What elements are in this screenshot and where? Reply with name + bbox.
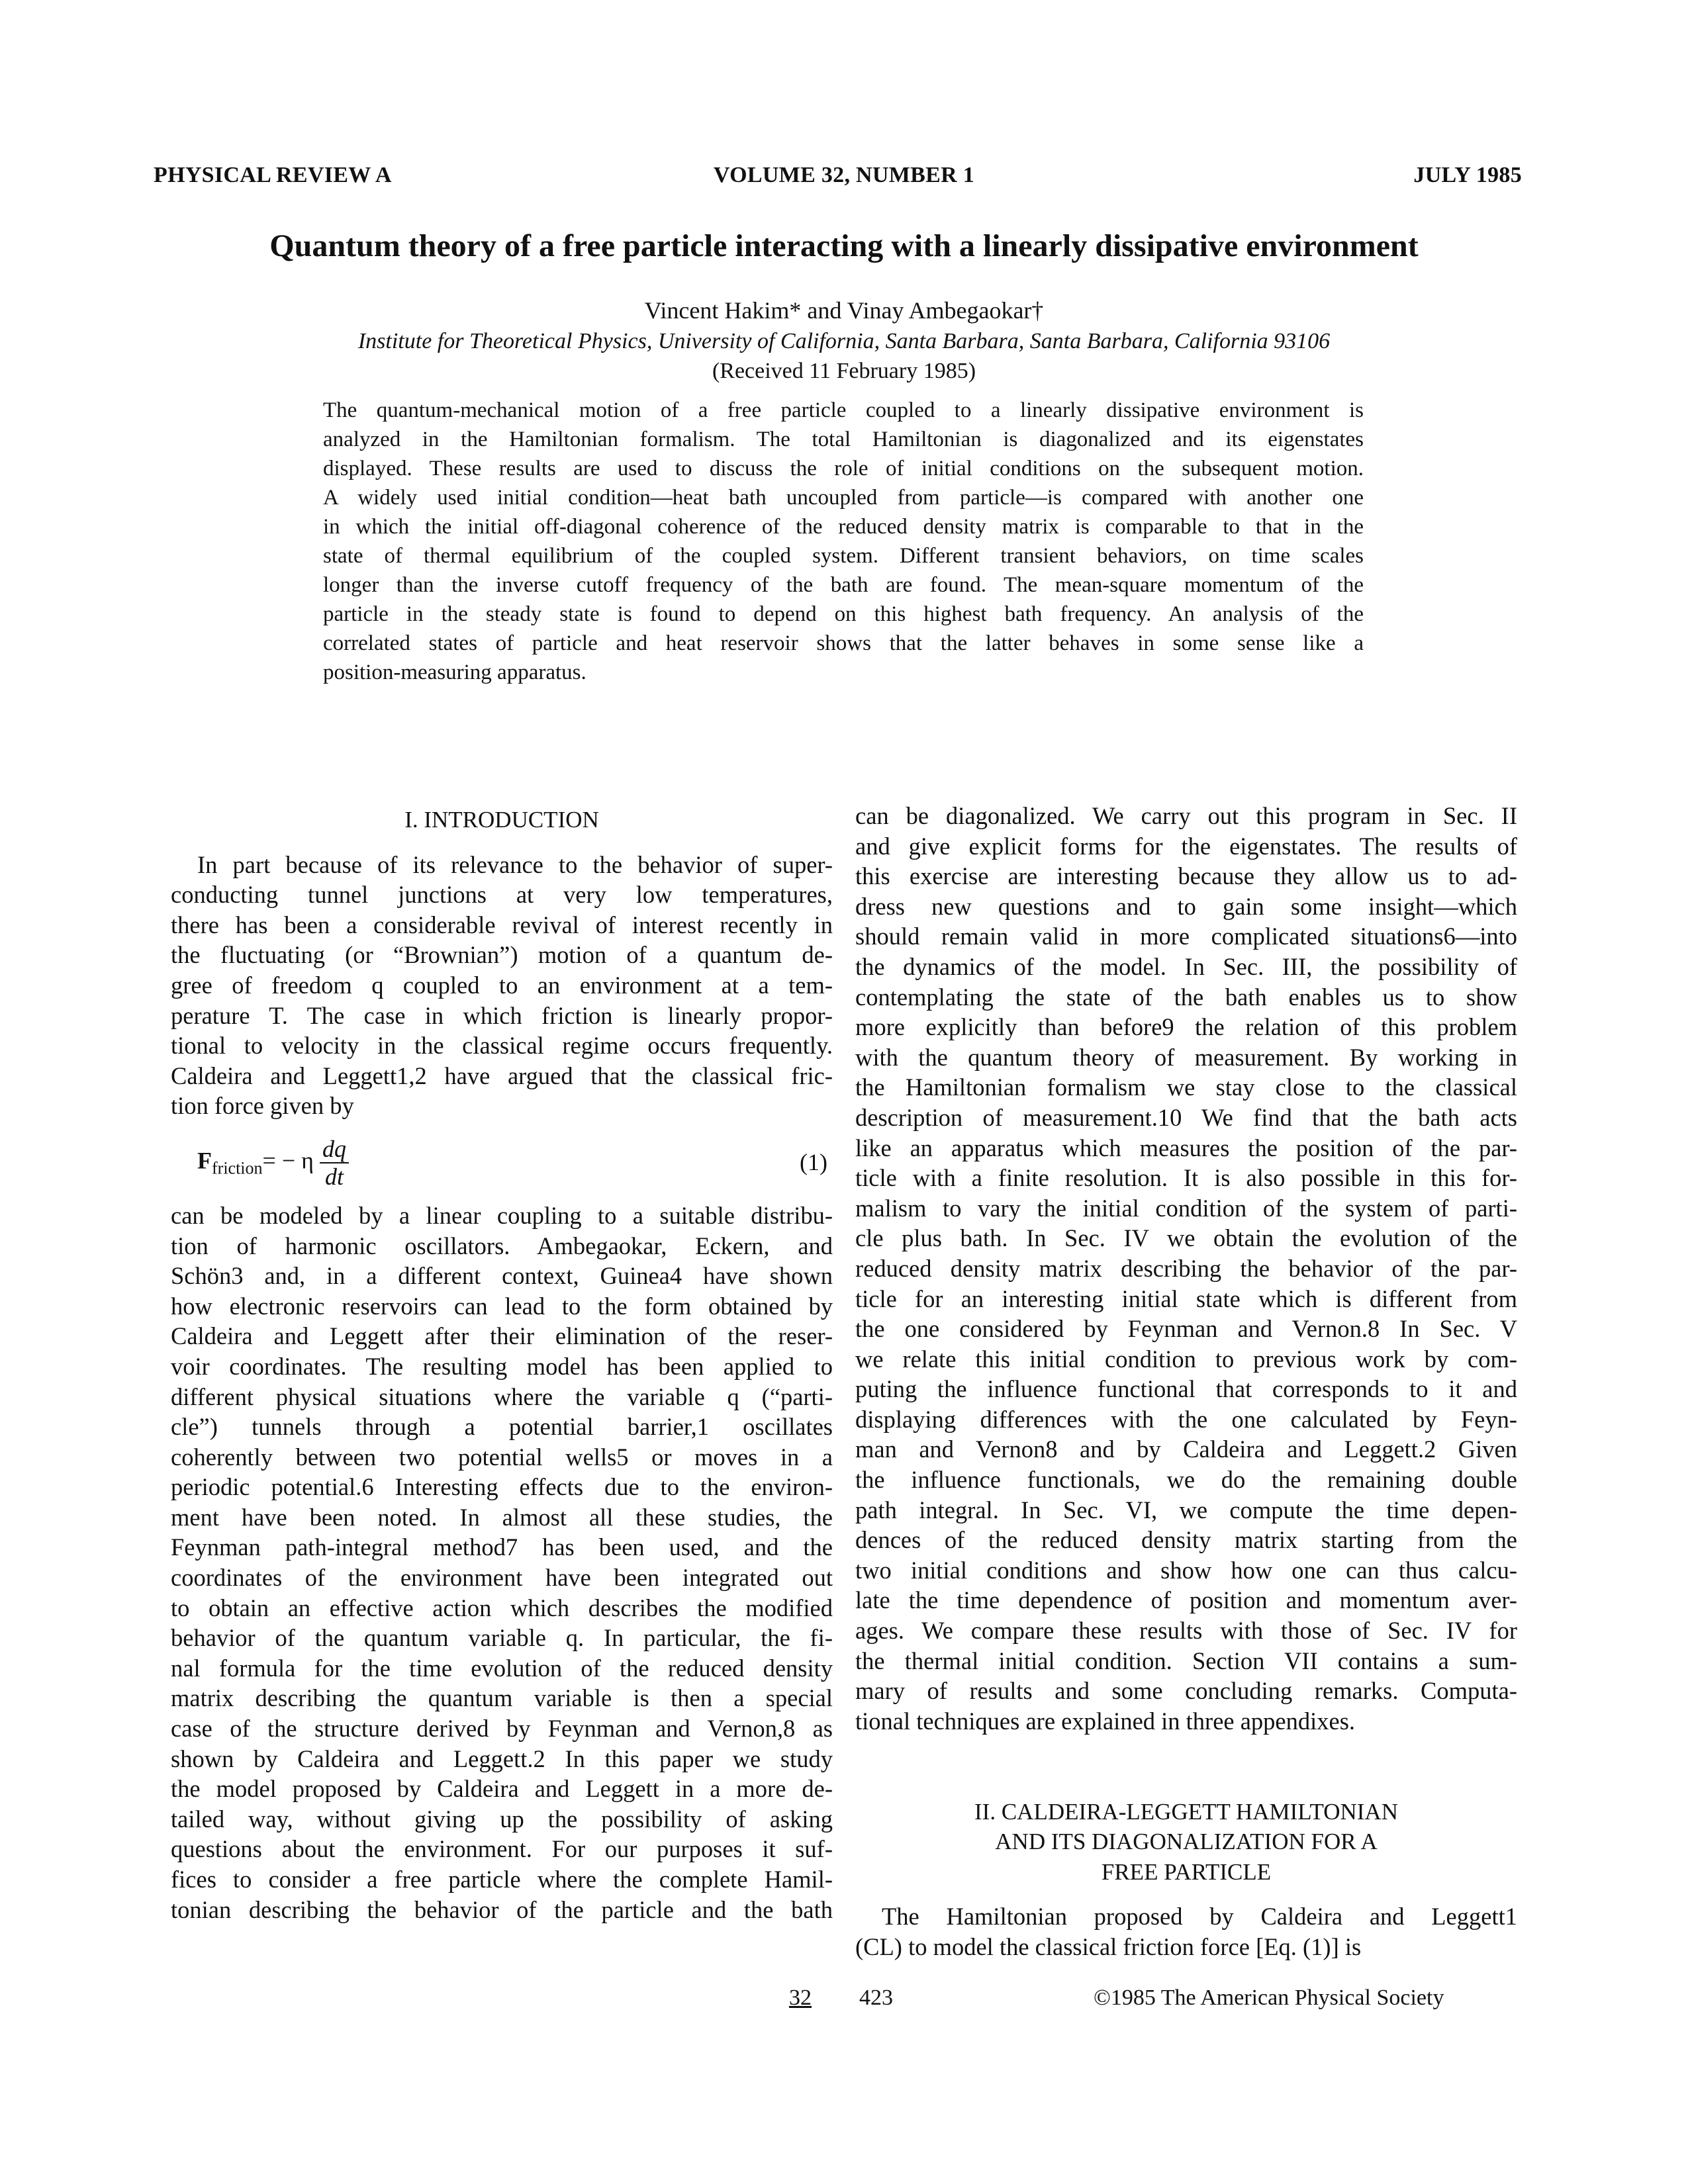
abstract-line: A widely used initial condition—heat bath uncoupled from particle—is compared with another one [323,486,1364,510]
fraction-numerator: dq [320,1136,349,1163]
text-line: dress new questions and to gain some insight—which [855,892,1517,920]
text-line: description of measurement.10 We find that the bath acts [855,1103,1517,1131]
text-line: and give explicit forms for the eigenstates. The results of [855,832,1517,860]
text-line: periodic potential.6 Interesting effects due to the environ- [171,1473,833,1501]
text-line: how electronic reservoirs can lead to the form obtained by [171,1292,833,1320]
text-line: displaying differences with the one calculated by Feyn- [855,1405,1517,1433]
abstract-line: in which the initial off-diagonal coherence of the reduced density matrix is comparable to that in the [323,515,1364,539]
text-line: with the quantum theory of measurement. By working in [855,1043,1517,1071]
text-line: there has been a considerable revival of interest recently in [171,911,833,938]
text-line: the dynamics of the model. In Sec. III, the possibility of [855,952,1517,980]
footer-volume: 32 [789,1985,812,2010]
issue-date: JULY 1985 [1413,163,1522,187]
text-line: like an apparatus which measures the position of the par- [855,1134,1517,1161]
text-line: cle”) tunnels through a potential barrier,1 oscillates [171,1413,833,1441]
text-line: puting the influence functional that corresponds to it and [855,1375,1517,1403]
text-line: coherently between two potential wells5 or moves in a [171,1443,833,1471]
authors: Vincent Hakim* and Vinay Ambegaokar† [644,297,1044,324]
fraction-denominator: dt [324,1163,344,1190]
journal-name: PHYSICAL REVIEW A [154,163,392,187]
text-line: the one considered by Feynman and Vernon.8 In Sec. V [855,1315,1517,1343]
affiliation: Institute for Theoretical Physics, University of California, Santa Barbara, Santa Barbara, California 93106 [357,329,1331,353]
section-heading-2-line-2: AND ITS DIAGONALIZATION FOR A [995,1829,1378,1855]
text-line: tailed way, without giving up the possibility of asking [171,1805,833,1833]
text-line: coordinates of the environment have been integrated out [171,1564,833,1592]
abstract-line: analyzed in the Hamiltonian formalism. The total Hamiltonian is diagonalized and its eigenstates [323,428,1364,451]
equation-number: (1) [800,1148,827,1175]
text-line: ticle for an interesting initial state which is different from [855,1285,1517,1312]
text-line: (CL) to model the classical friction force [Eq. (1)] is [855,1933,1362,1960]
page-number: 423 [859,1985,893,2010]
left-column [171,805,833,1925]
copyright-notice: ©1985 The American Physical Society [1094,1985,1444,2010]
text-line: man and Vernon8 and by Caldeira and Leggett.2 Given [855,1435,1517,1463]
text-line: tion of harmonic oscillators. Ambegaokar, Eckern, and [171,1232,833,1259]
text-line: nal formula for the time evolution of the reduced density [171,1654,833,1682]
abstract [323,396,1364,687]
text-line: the thermal initial condition. Section VII contains a sum- [855,1647,1517,1674]
equation-lhs-subscript: friction [212,1158,263,1178]
section-heading-2-line-1: II. CALDEIRA-LEGGETT HAMILTONIAN [974,1798,1398,1825]
text-line: fices to consider a free particle where the complete Hamil- [171,1866,833,1893]
text-line: ment have been noted. In almost all these studies, the [171,1503,833,1531]
volume-number: VOLUME 32, NUMBER 1 [713,163,975,187]
text-line: Feynman path-integral method7 has been used, and the [171,1533,833,1561]
text-line: conducting tunnel junctions at very low temperatures, [171,881,833,909]
equation-lhs: F [197,1147,212,1174]
received-date: (Received 11 February 1985) [712,359,976,383]
text-line: more explicitly than before9 the relation of this problem [855,1013,1517,1041]
text-line: The Hamiltonian proposed by Caldeira and Leggett1 [882,1903,1517,1931]
text-line: tional techniques are explained in three appendixes. [855,1707,1356,1735]
text-line: can be diagonalized. We carry out this program in Sec. II [855,802,1517,829]
text-line: to obtain an effective action which describes the modified [171,1594,833,1621]
text-line: path integral. In Sec. VI, we compute the time depen- [855,1496,1517,1524]
text-line: voir coordinates. The resulting model has been applied to [171,1352,833,1380]
text-line: ticle with a finite resolution. It is also possible in this for- [855,1164,1517,1192]
equation-fraction [320,1136,349,1190]
abstract-line: correlated states of particle and heat reservoir shows that the latter behaves in some sense like a [323,631,1364,655]
text-line: the fluctuating (or “Brownian”) motion of a quantum de- [171,941,833,969]
text-line: mary of results and some concluding remarks. Computa- [855,1677,1517,1705]
text-line: cle plus bath. In Sec. IV we obtain the evolution of the [855,1224,1517,1252]
text-line: this exercise are interesting because they allow us to ad- [855,862,1517,890]
section-heading-introduction: I. INTRODUCTION [404,807,599,833]
abstract-line: The quantum-mechanical motion of a free particle coupled to a linearly dissipative environment is [323,398,1364,422]
text-line: should remain valid in more complicated situations6—into [855,923,1517,950]
text-line: tonian describing the behavior of the particle and the bath [171,1895,833,1923]
right-column [855,801,1517,1962]
text-line: reduced density matrix describing the behavior of the par- [855,1254,1517,1282]
text-line: the model proposed by Caldeira and Leggett in a more de- [171,1775,833,1803]
text-line: gree of freedom q coupled to an environment at a tem- [171,971,833,999]
text-line: matrix describing the quantum variable is then a special [171,1684,833,1712]
abstract-line: state of thermal equilibrium of the coupled system. Different transient behaviors, on time scales [323,544,1364,568]
equation-body [197,1136,349,1190]
abstract-line: particle in the steady state is found to depend on this highest bath frequency. An analysis of the [323,602,1364,626]
text-line: dences of the reduced density matrix starting from the [855,1526,1517,1554]
text-line: case of the structure derived by Feynman and Vernon,8 as [171,1715,833,1743]
intro-paragraph-1-continued [171,1201,833,1925]
text-line: malism to vary the initial condition of the system of parti- [855,1194,1517,1222]
text-line: Caldeira and Leggett1,2 have argued that the classical fric- [171,1062,833,1089]
equation-1 [171,1121,833,1201]
text-line: late the time dependence of position and momentum aver- [855,1586,1517,1614]
text-line: behavior of the quantum variable q. In particular, the fi- [171,1624,833,1652]
section2-paragraph-1 [855,1901,1517,1962]
intro-paragraph-1 [171,850,833,1121]
abstract-line: position-measuring apparatus. [323,660,586,684]
text-line: ages. We compare these results with those of Sec. IV for [855,1617,1517,1645]
abstract-line: longer than the inverse cutoff frequency of the bath are found. The mean-square momentum of the [323,573,1364,597]
section-heading-2-line-3: FREE PARTICLE [1101,1858,1272,1885]
text-line: shown by Caldeira and Leggett.2 In this paper we study [171,1745,833,1772]
text-line: different physical situations where the variable q (“parti- [171,1383,833,1410]
text-line: questions about the environment. For our purposes it suf- [171,1835,833,1863]
text-line: contemplating the state of the bath enables us to show [855,983,1517,1011]
intro-paragraph-1-continued-right [855,801,1517,1736]
text-line: can be modeled by a linear coupling to a suitable distribu- [171,1201,833,1229]
text-line: we relate this initial condition to previous work by com- [855,1345,1517,1373]
equation-rhs-prefix: = − η [262,1147,314,1174]
text-line: two initial conditions and show how one can thus calcu- [855,1556,1517,1584]
text-line: In part because of its relevance to the behavior of super- [197,850,833,878]
text-line: the influence functionals, we do the remaining double [855,1466,1517,1494]
text-line: perature T. The case in which friction is linearly propor- [171,1001,833,1029]
text-line: tional to velocity in the classical regime occurs frequently. [171,1032,833,1060]
abstract-line: displayed. These results are used to discuss the role of initial conditions on the subsequent motion. [323,457,1364,480]
text-line: the Hamiltonian formalism we stay close to the classical [855,1073,1517,1101]
text-line: Caldeira and Leggett after their elimination of the reser- [171,1322,833,1350]
text-line: Schön3 and, in a different context, Guinea4 have shown [171,1262,833,1290]
text-line: tion force given by [171,1092,354,1120]
article-title: Quantum theory of a free particle interacting with a linearly dissipative environment [269,228,1419,263]
